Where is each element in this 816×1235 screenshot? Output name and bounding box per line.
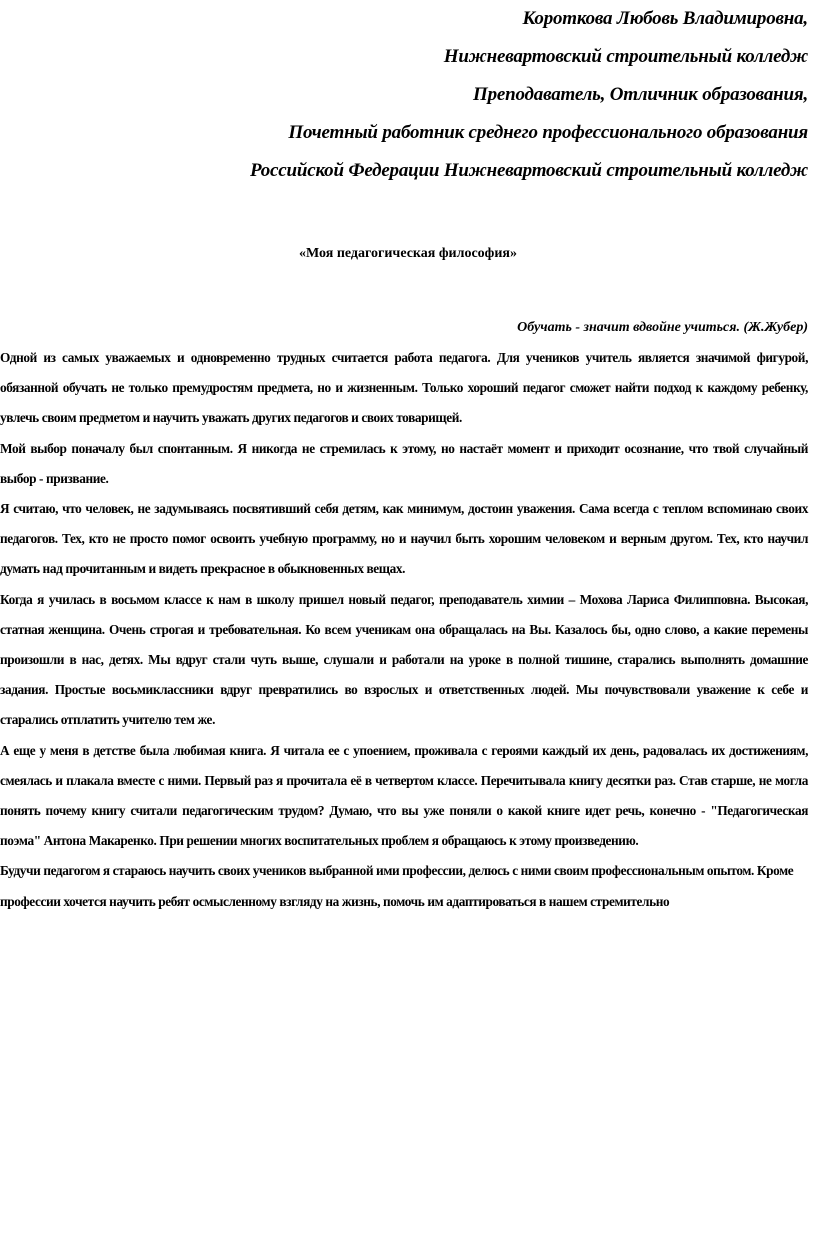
author-position: Преподаватель, Отличник образования, — [473, 84, 808, 105]
author-name: Короткова Любовь Владимировна, — [522, 8, 808, 29]
author-block — [8, 0, 808, 190]
author-institution: Нижневартовский строительный колледж — [443, 46, 808, 67]
essay-title: «Моя педагогическая философия» — [298, 246, 518, 261]
paragraph: Когда я училась в восьмом классе к нам в школу пришел новый педагог, преподаватель химии – Мохова Лариса Филипповна. Высокая, статная женщина. Очень строгая и требовательная. Ко всем ученикам она обращалась на Вы. Казалось бы, одно слово, а какие перемены произошли в нас, детях. Мы вдруг стали чуть выше, слушали и работали на уроке в полной тишине, старались выполнять домашние задания. Простые восьмиклассники вдруг превратились во взрослых и ответственных людей. Мы почувствовали уважение к себе и старались отплатить учителю тем же. — [0, 591, 808, 728]
author-honor: Почетный работник среднего профессионального образования — [288, 122, 808, 143]
paragraph: Будучи педагогом я стараюсь научить своих учеников выбранной ими профессии, делюсь с ними своим профессиональным опытом. Кроме профессии хочется научить ребят осмысленному взгляду на жизнь, помочь им адаптироваться в нашем стремительно — [0, 863, 794, 909]
essay-body — [0, 343, 808, 917]
paragraph: Мой выбор поначалу был спонтанным. Я никогда не стремилась к этому, но настаёт момент и приходит осознание, что твой случайный выбор - призвание. — [0, 440, 808, 486]
epigraph: Обучать - значит вдвойне учиться. (Ж.Жубер) — [517, 320, 808, 335]
author-honor-continued: Российской Федерации Нижневартовский строительный колледж — [250, 160, 808, 181]
paragraph: Одной из самых уважаемых и одновременно трудных считается работа педагога. Для учеников учитель является значимой фигурой, обязанной обучать не только премудростям предмета, но и жизненным. Только хороший педагог сможет найти подход к каждому ребенку, увлечь своим предметом и научить уважать других педагогов и своих товарищей. — [0, 350, 808, 426]
paragraph: Я считаю, что человек, не задумываясь посвятивший себя детям, как минимум, достоин уважения. Сама всегда с теплом вспоминаю своих педагогов. Тех, кто не просто помог освоить учебную программу, но и научил быть хорошим человеком и верным другом. Тех, кто научил думать над прочитанным и видеть прекрасное в обыкновенных вещах. — [0, 501, 808, 577]
paragraph: А еще у меня в детстве была любимая книга. Я читала ее с упоением, проживала с героями каждый их день, радовалась их достижениям, смеялась и плакала вместе с ними. Первый раз я прочитала её в четвертом классе. Перечитывала книгу десятки раз. Став старше, не могла понять почему книгу считали педагогическим трудом? Думаю, что вы уже поняли о какой книге идет речь, конечно - "Педагогическая поэма" Антона Макаренко. При решении многих воспитательных проблем я обращаюсь к этому произведению. — [0, 742, 808, 849]
